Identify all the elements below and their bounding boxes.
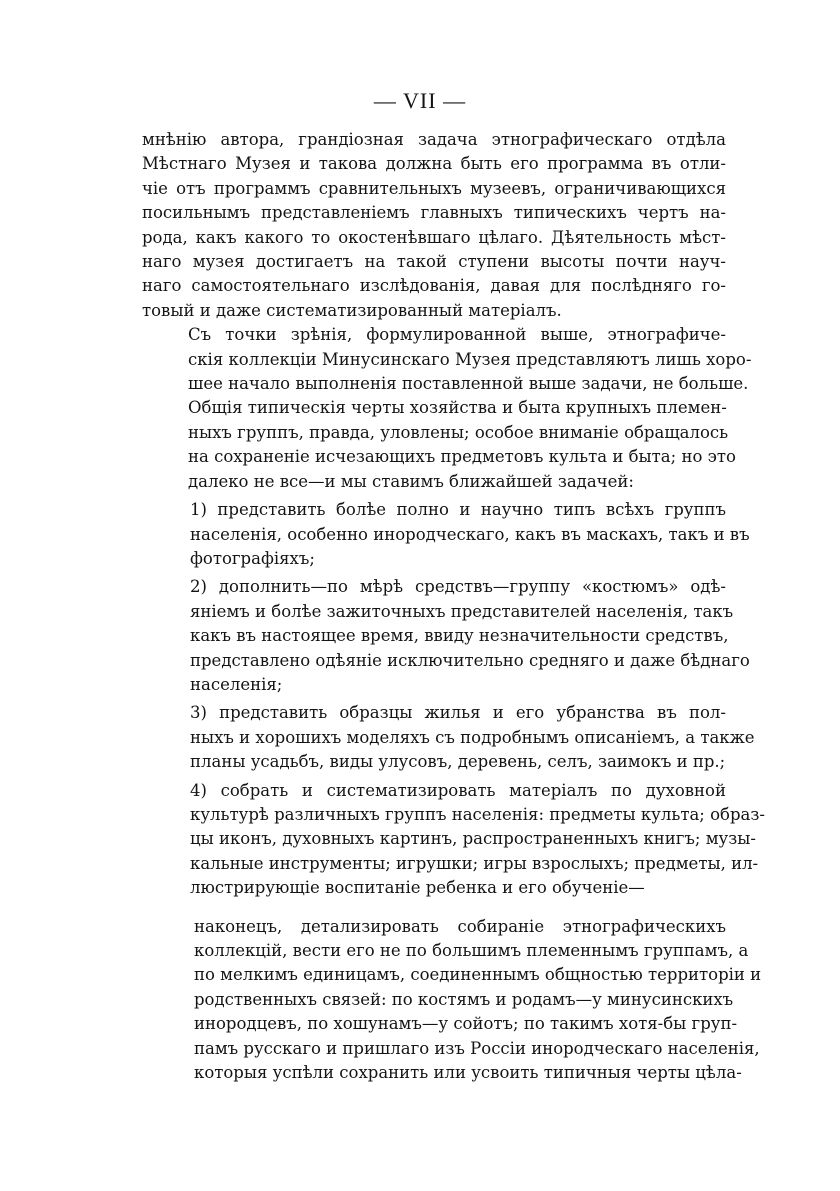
text-line: яніемъ и болѣе зажиточныхъ представителей населенія, такъ [190,601,734,621]
text-line: Съ точки зрѣнія, формулированной выше, этнографиче- [188,325,726,345]
text-line: родственныхъ связей: по костямъ и родамъ—у минусинскихъ [194,989,734,1009]
text-line: посильнымъ представленіемъ главныхъ типическихъ чертъ на- [142,203,726,223]
text-line: наго самостоятельнаго изслѣдованія, давая для послѣдняго го- [142,276,726,296]
text-line: на сохраненіе исчезающихъ предметовъ культа и быта; но это [188,447,736,467]
text-line: чіе отъ программъ сравнительныхъ музеевъ, ограничивающихся [142,178,726,198]
text-line: далеко не все—и мы ставимъ ближайшей задачей: [188,471,634,491]
text-line: мнѣнію автора, грандіозная задача этнографическаго отдѣла [142,130,726,149]
text-line: которыя успѣли сохранить или усвоить типичныя черты цѣла- [194,1063,742,1083]
text-line: 3) представить образцы жилья и его убранства въ пол- [190,703,726,723]
list-item-2 [142,575,750,697]
text-line: представлено одѣяніе исключительно средняго и даже бѣднаго [190,650,750,670]
text-line: ныхъ группъ, правда, уловлены; особое вниманіе обращалось [188,422,729,442]
text-line: товый и даже систематизированный матеріалъ. [142,300,562,320]
text-line: люстрирующіе воспитаніе ребенка и его обученіе— [190,878,645,898]
text-line: скія коллекціи Минусинскаго Музея представляютъ лишь хоро- [188,349,752,369]
text-line: Общія типическія черты хозяйства и быта крупныхъ племен- [188,398,727,418]
text-line: ныхъ и хорошихъ моделяхъ съ подробнымъ описаніемъ, а также [190,727,755,747]
list-item-4 [142,779,765,901]
text-line: планы усадьбъ, виды улусовъ, деревень, селъ, заимокъ и пр.; [190,752,726,772]
text-line: Мѣстнаго Музея и такова должна быть его программа въ отли- [142,154,726,174]
text-line: инородцевъ, по хошунамъ—у сойотъ; по такимъ хотя-бы груп- [194,1014,738,1034]
text-line: 4) собрать и систематизировать матеріалъ по духовной [190,780,726,800]
list-item-1 [142,498,750,571]
text-line: наго музея достигаетъ на такой ступени высоты почти науч- [142,252,726,272]
text-line: населенія, особенно инородческаго, какъ въ маскахъ, такъ и въ [190,524,750,544]
body-text [142,128,765,1085]
text-line: 2) дополнить—по мѣрѣ средствъ—группу «костюмъ» одѣ- [190,577,726,597]
paragraph-1 [142,128,726,323]
page-number: — VII — [373,88,467,113]
text-line: какъ въ настоящее время, ввиду незначительности средствъ, [190,626,729,646]
list-item-3 [142,701,755,774]
text-line: рода, какъ какого то окостенѣвшаго цѣлаго. Дѣятельность мѣст- [142,227,726,247]
text-line: кальные инструменты; игрушки; игры взрослыхъ; предметы, ил- [190,853,759,873]
text-line: памъ русскаго и пришлаго изъ Россіи инородческаго населенія, [194,1038,760,1058]
paragraph-final [142,915,762,1086]
text-line: 1) представить болѣе полно и научно типъ всѣхъ группъ [190,500,726,520]
text-line: коллекцій, вести его не по большимъ племеннымъ группамъ, а [194,941,749,960]
text-line: фотографіяхъ; [190,548,315,568]
text-line: цы иконъ, духовныхъ картинъ, распространенныхъ книгъ; музы- [190,829,756,849]
text-line: шее начало выполненія поставленной выше задачи, не больше. [188,374,749,394]
text-line: наконецъ, детализировать собираніе этнографическихъ [194,916,726,936]
text-line: по мелкимъ единицамъ, соединеннымъ общностью территоріи и [194,965,762,985]
text-line: культурѣ различныхъ группъ населенія: предметы культа; образ- [190,804,765,824]
text-line: населенія; [190,674,283,694]
paragraph-2 [142,323,752,494]
